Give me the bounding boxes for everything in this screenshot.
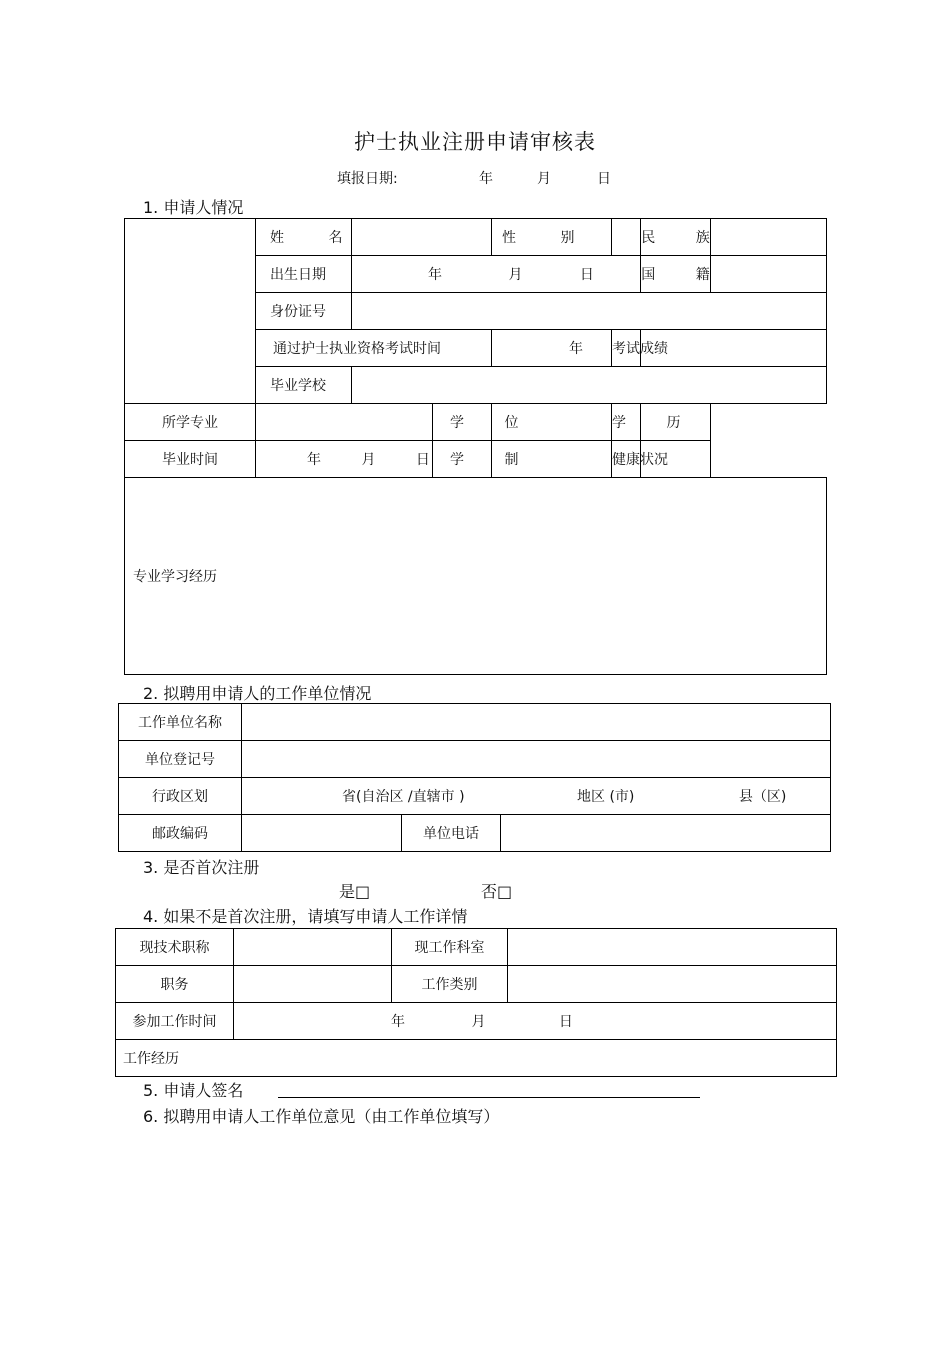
exam-time-label: 通过护士执业资格考试时间 <box>256 330 492 367</box>
gender-label: 性 别 <box>492 219 612 256</box>
major-label: 所学专业 <box>125 404 256 441</box>
signature-line[interactable] <box>278 1097 700 1098</box>
dept-label: 现工作科室 <box>392 929 508 966</box>
health-label: 健康状况 <box>612 441 641 478</box>
reg-no-field[interactable] <box>242 741 831 778</box>
form-title: 护士执业注册申请审核表 <box>354 130 596 154</box>
start-time-label: 参加工作时间 <box>116 1003 234 1040</box>
grad-year: 年 <box>307 452 321 468</box>
fill-date-day: 日 <box>597 171 611 187</box>
postcode-label: 邮政编码 <box>119 815 242 852</box>
prefecture-label: 地区 (市) <box>577 789 635 805</box>
exam-time-field[interactable] <box>492 330 612 367</box>
tech-title-field[interactable] <box>234 929 392 966</box>
birth-month: 月 <box>508 267 523 283</box>
work-type-label: 工作类别 <box>392 966 508 1003</box>
work-history-label: 工作经历 <box>123 1051 179 1067</box>
province-label: 省(自治区 /直辖市 ) <box>342 789 465 805</box>
section2-heading: 2. 拟聘用申请人的工作单位情况 <box>143 684 372 703</box>
school-label: 毕业学校 <box>256 367 352 404</box>
fill-date-year: 年 <box>479 171 493 187</box>
photo-box[interactable] <box>125 219 256 404</box>
study-history-cell[interactable] <box>125 478 827 675</box>
fill-date-month: 月 <box>537 171 551 187</box>
phone-field[interactable] <box>501 815 831 852</box>
section1-heading: 1. 申请人情况 <box>143 198 244 217</box>
study-history-label: 专业学习经历 <box>133 569 217 585</box>
exam-year: 年 <box>569 341 583 357</box>
applicant-table <box>124 218 827 675</box>
dept-field[interactable] <box>508 929 837 966</box>
birth-day: 日 <box>579 267 594 283</box>
birth-field[interactable] <box>352 256 641 293</box>
birth-label: 出生日期 <box>256 256 352 293</box>
phone-label: 单位电话 <box>402 815 501 852</box>
school-field[interactable] <box>352 367 827 404</box>
admin-div-label: 行政区划 <box>119 778 242 815</box>
postcode-field[interactable] <box>242 815 402 852</box>
work-detail-table <box>115 928 837 1077</box>
tech-title-label: 现技术职称 <box>116 929 234 966</box>
name-label: 姓 名 <box>256 219 352 256</box>
work-history-cell[interactable] <box>116 1040 837 1077</box>
grad-time-label: 毕业时间 <box>125 441 256 478</box>
education-label: 学 历 <box>612 404 641 441</box>
unit-name-label: 工作单位名称 <box>119 704 242 741</box>
program-length-label: 学 制 <box>433 441 492 478</box>
start-year: 年 <box>391 1014 405 1030</box>
grad-time-field[interactable] <box>256 441 433 478</box>
admin-div-field[interactable] <box>242 778 831 815</box>
section4-heading: 4. 如果不是首次注册，请填写申请人工作详情 <box>143 907 468 926</box>
work-type-field[interactable] <box>508 966 837 1003</box>
grad-day: 日 <box>415 452 430 468</box>
major-field[interactable] <box>256 404 433 441</box>
birth-year: 年 <box>428 267 442 283</box>
grad-month: 月 <box>361 452 376 468</box>
gender-field[interactable] <box>612 219 641 256</box>
exam-score-field[interactable] <box>641 330 827 367</box>
id-field[interactable] <box>352 293 827 330</box>
reg-no-label: 单位登记号 <box>119 741 242 778</box>
exam-score-label: 考试成绩 <box>612 330 641 367</box>
name-field[interactable] <box>352 219 492 256</box>
county-label: 县（区) <box>738 789 787 805</box>
section5-heading: 5. 申请人签名 <box>143 1081 244 1100</box>
first-reg-no[interactable]: 否□ <box>481 882 513 901</box>
employer-table <box>118 703 831 852</box>
position-label: 职务 <box>116 966 234 1003</box>
first-reg-yes[interactable]: 是□ <box>339 882 371 901</box>
ethnicity-field[interactable] <box>711 219 827 256</box>
degree-label: 学 位 <box>433 404 492 441</box>
section3-heading: 3. 是否首次注册 <box>143 858 260 877</box>
unit-name-field[interactable] <box>242 704 831 741</box>
nationality-field[interactable] <box>711 256 827 293</box>
ethnicity-label: 民 族 <box>641 219 711 256</box>
start-day: 日 <box>558 1014 573 1030</box>
fill-date-label: 填报日期: <box>337 171 398 187</box>
nationality-label: 国 籍 <box>641 256 711 293</box>
position-field[interactable] <box>234 966 392 1003</box>
section6-heading: 6. 拟聘用申请人工作单位意见（由工作单位填写） <box>143 1107 500 1126</box>
start-time-field[interactable] <box>234 1003 837 1040</box>
id-label: 身份证号 <box>256 293 352 330</box>
start-month: 月 <box>471 1014 486 1030</box>
